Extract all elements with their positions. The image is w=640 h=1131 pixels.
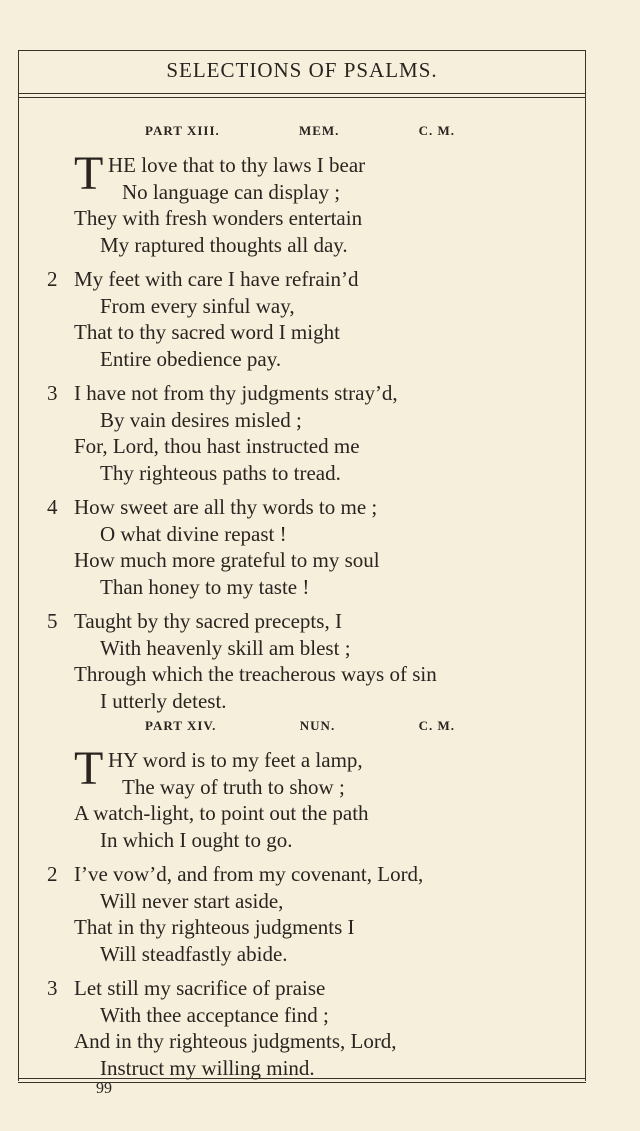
part-number: PART XIII. — [145, 123, 220, 138]
verse-line: I utterly detest. — [100, 688, 227, 713]
verse-line: Will steadfastly abide. — [100, 941, 288, 966]
part-name: MEM. — [298, 123, 340, 138]
verse-line: O what divine repast ! — [100, 521, 287, 546]
part-number: PART XIV. — [145, 718, 217, 733]
verse-line: HY word is to my feet a lamp, — [108, 748, 363, 772]
verse-line: That in thy righteous judgments I — [74, 915, 355, 939]
verse-line: Instruct my willing mind. — [100, 1055, 315, 1080]
verse-line: Let still my sacrifice of praise — [74, 976, 326, 1000]
verse-line: My raptured thoughts all day. — [100, 232, 348, 257]
verse-line: Will never start aside, — [100, 888, 284, 913]
stanza-number: 5 — [47, 609, 58, 633]
verse-line: They with fresh wonders entertain — [74, 206, 363, 230]
verse-line: Thy righteous paths to tread. — [100, 460, 341, 485]
stanza-number: 2 — [47, 862, 58, 886]
verse-line: In which I ought to go. — [100, 827, 293, 852]
stanza-number: 2 — [47, 267, 58, 291]
verse-line: How sweet are all thy words to me ; — [74, 495, 378, 519]
drop-cap: T — [74, 742, 104, 795]
verse-line: By vain desires misled ; — [100, 407, 302, 432]
part-heading — [145, 123, 455, 139]
verse-line: That to thy sacred word I might — [74, 320, 340, 344]
stanza-number: 3 — [47, 381, 58, 405]
verse-line: Taught by thy sacred precepts, I — [74, 609, 342, 633]
verse-line: The way of truth to show ; — [122, 774, 345, 799]
verse-line: How much more grateful to my soul — [74, 548, 380, 572]
stanza-number: 3 — [47, 976, 58, 1000]
page-number: 99 — [96, 1080, 112, 1097]
part-name: NUN. — [299, 718, 336, 733]
verse-line: No language can display ; — [122, 179, 341, 204]
verse-line: With thee acceptance find ; — [100, 1002, 329, 1027]
verse-line: Through which the treacherous ways of sin — [74, 662, 437, 686]
verse-line: With heavenly skill am blest ; — [100, 635, 351, 660]
verse-line: And in thy righteous judgments, Lord, — [74, 1029, 397, 1053]
verse-line: I’ve vow’d, and from my covenant, Lord, — [74, 862, 424, 886]
page-title: SELECTIONS OF PSALMS. — [166, 58, 438, 82]
header-rule — [18, 93, 586, 98]
part-meter: C. M. — [418, 718, 455, 733]
drop-cap: T — [74, 147, 104, 200]
stanza-number: 4 — [47, 495, 58, 519]
part-meter: C. M. — [418, 123, 455, 138]
verse-line: Than honey to my taste ! — [100, 574, 310, 599]
part-heading — [145, 718, 455, 734]
verse-line: My feet with care I have refrain’d — [74, 267, 359, 291]
verse-line: I have not from thy judgments stray’d, — [74, 381, 398, 405]
verse-line: A watch-light, to point out the path — [74, 801, 369, 825]
verse-line: For, Lord, thou hast instructed me — [74, 434, 360, 458]
verse-line: HE love that to thy laws I bear — [108, 153, 366, 177]
verse-line: From every sinful way, — [100, 293, 295, 318]
verse-line: Entire obedience pay. — [100, 346, 282, 371]
